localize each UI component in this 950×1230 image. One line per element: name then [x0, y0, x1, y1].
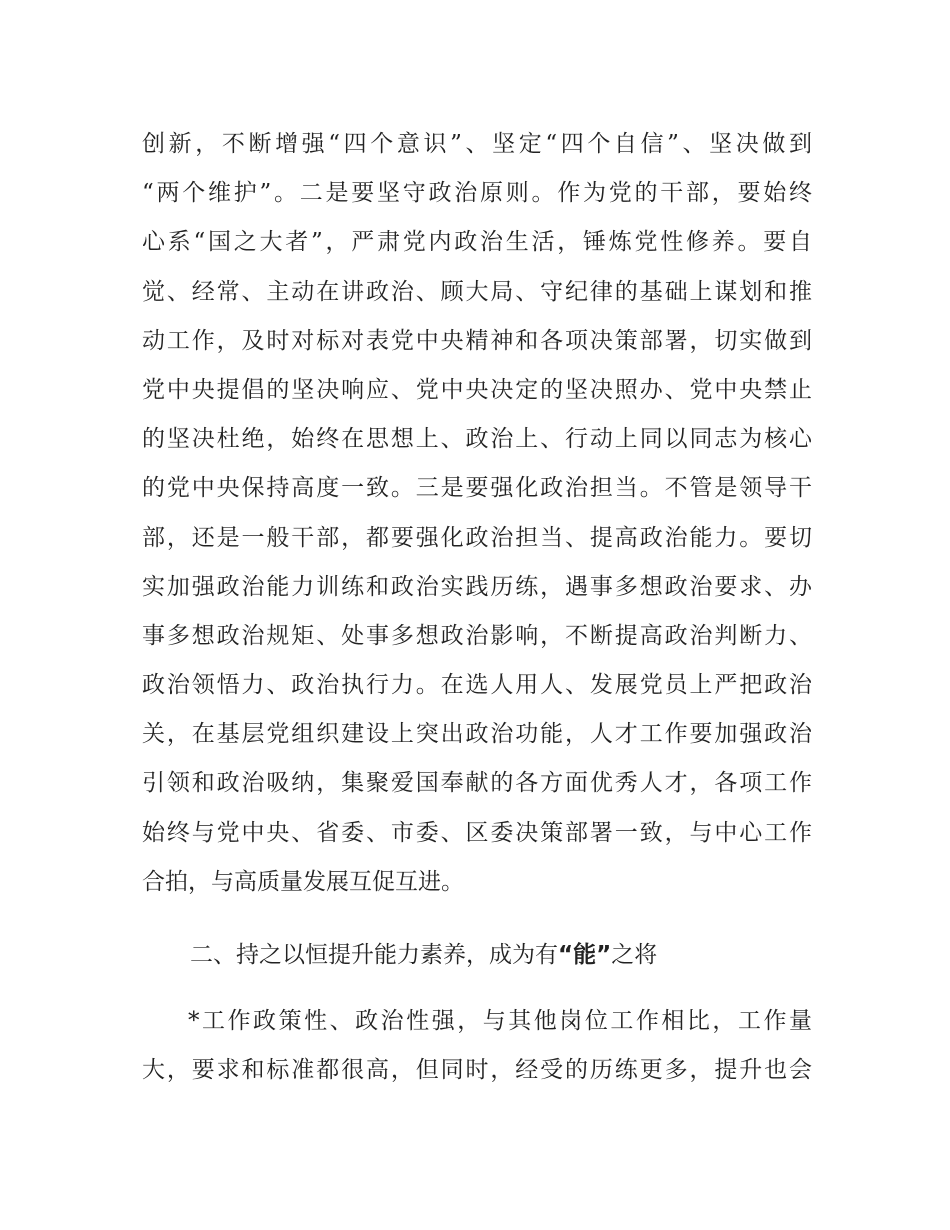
paragraph-line: 实加强政治能力训练和政治实践历练，遇事多想政治要求、办 [142, 573, 812, 600]
paragraph-line: 党中央提倡的坚决响应、党中央决定的坚决照办、党中央禁止 [142, 376, 812, 403]
paragraph-line: 的党中央保持高度一致。三是要强化政治担当。不管是领导干 [142, 475, 812, 502]
section-heading [190, 935, 810, 975]
body-paragraph [142, 124, 812, 911]
paragraph-line: 大，要求和标准都很高，但同时，经受的历练更多，提升也会 [142, 1057, 812, 1084]
paragraph-line: *工作政策性、政治性强，与其他岗位工作相比，工作量 [188, 1008, 812, 1034]
paragraph-line: 政治领悟力、政治执行力。在选人用人、发展党员上严把政治 [142, 672, 812, 699]
paragraph-line: 创新，不断增强“四个意识”、坚定“四个自信”、坚决做到 [142, 131, 812, 157]
paragraph-line: 始终与党中央、省委、市委、区委决策部署一致，与中心工作 [142, 819, 812, 846]
paragraph-line: 的坚决杜绝，始终在思想上、政治上、行动上同以同志为核心 [142, 426, 812, 453]
heading-emphasis: “能” [558, 942, 612, 968]
paragraph-line: 关，在基层党组织建设上突出政治功能，人才工作要加强政治 [142, 721, 812, 748]
paragraph-line: 觉、经常、主动在讲政治、顾大局、守纪律的基础上谋划和推 [142, 278, 812, 305]
heading-suffix: 之将 [611, 942, 658, 968]
heading-prefix: 二、持之以恒提升能力素养，成为有 [190, 942, 558, 968]
body-paragraph-2 [142, 1001, 812, 1099]
paragraph-line: 引领和政治吸纳，集聚爱国奉献的各方面优秀人才，各项工作 [142, 770, 812, 797]
paragraph-line: 心系“国之大者”，严肃党内政治生活，锤炼党性修养。要自 [142, 229, 812, 256]
paragraph-line: 动工作，及时对标对表党中央精神和各项决策部署，切实做到 [142, 327, 812, 354]
paragraph-line: 事多想政治规矩、处事多想政治影响，不断提高政治判断力、 [142, 622, 812, 649]
paragraph-line: 合拍，与高质量发展互促互进。 [142, 868, 464, 895]
paragraph-line: “两个维护”。二是要坚守政治原则。作为党的干部，要始终 [142, 180, 812, 207]
paragraph-line: 部，还是一般干部，都要强化政治担当、提高政治能力。要切 [142, 524, 812, 551]
